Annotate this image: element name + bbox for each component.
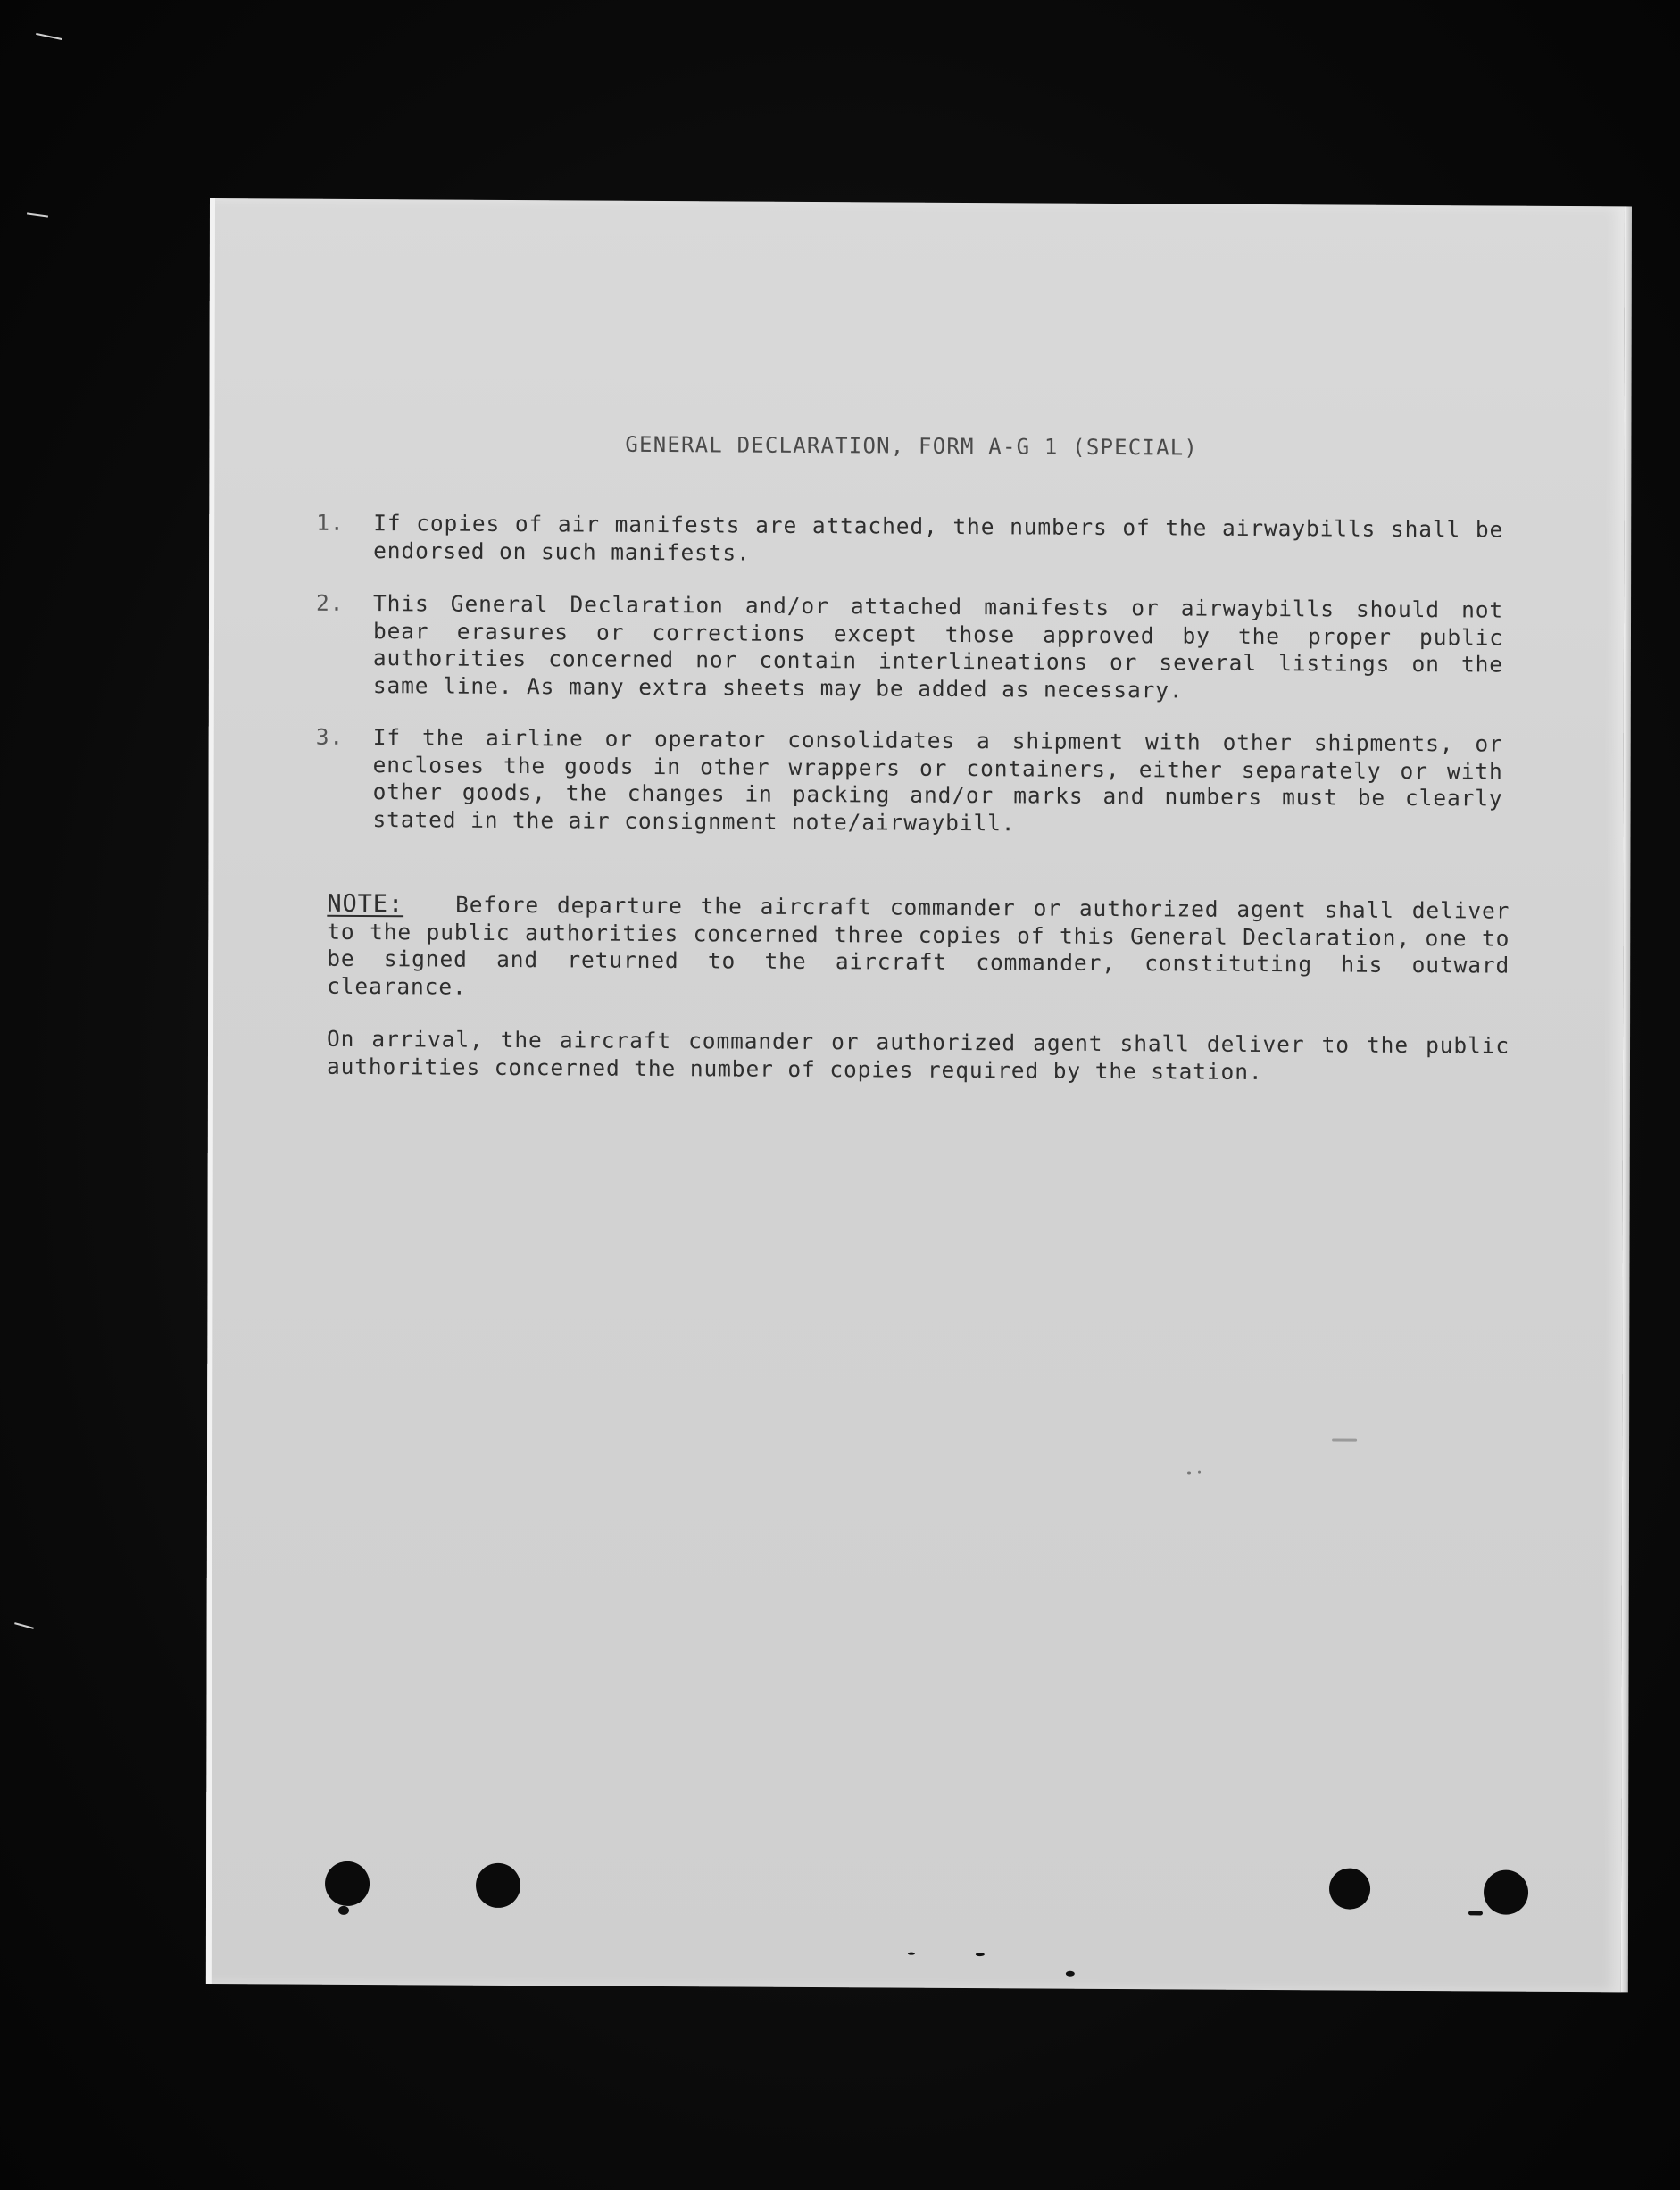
ink-speck	[1468, 1911, 1483, 1915]
punch-hole	[476, 1863, 520, 1908]
list-item	[316, 510, 1503, 571]
item-number: 3.	[315, 723, 345, 750]
punch-hole	[325, 1861, 370, 1906]
film-scratch	[27, 212, 48, 217]
ink-speck	[338, 1906, 349, 1915]
item-text: If copies of air manifests are attached, the numbers of the airwaybills shall be endorsed on such manifests.	[373, 510, 1504, 566]
film-scratch	[14, 1622, 34, 1629]
document-title: GENERAL DECLARATION, FORM A-G 1 (SPECIAL)	[625, 431, 1199, 461]
item-text: If the airline or operator consolidates a shipment with other shipments, or encloses the goods in other wrappers or containers, either separately or with other goods, the changes in packing and/or marks and numbers must be clearly stated in the air consignment note/airwaybill.	[372, 724, 1503, 836]
note-paragraph	[327, 891, 1510, 1007]
punch-hole	[1484, 1869, 1528, 1914]
film-scratch	[36, 33, 62, 40]
ink-speck	[908, 1953, 915, 1955]
note-text: Before departure the aircraft commander or authorized agent shall deliver to the public authorities concerned three copies of this General Declaration, one to be signed and returned to the aircraft commander, constituting his outward clearance.	[327, 891, 1510, 1000]
ink-speck	[1198, 1471, 1201, 1474]
note-label: NOTE:	[327, 889, 404, 919]
ink-speck	[1332, 1438, 1357, 1441]
item-text: This General Declaration and/or attached manifests or airwaybills should not bear erasures or corrections except those approved by the proper public authorities concerned nor contain interlineations or several listings on the same line. As many extra sheets may be added as necessary.	[372, 590, 1504, 703]
ink-speck	[1187, 1472, 1191, 1475]
arrival-paragraph: On arrival, the aircraft commander or authorized agent shall deliver to the public authorities concerned the number of copies required by the station.	[326, 1025, 1510, 1085]
list-item	[316, 724, 1503, 840]
item-number: 1.	[316, 509, 345, 536]
punch-hole	[1329, 1868, 1370, 1909]
item-number: 2.	[316, 589, 345, 616]
ink-speck	[1066, 1971, 1075, 1977]
list-item	[316, 590, 1503, 706]
ink-speck	[976, 1953, 985, 1956]
document-sheet	[206, 198, 1625, 1992]
